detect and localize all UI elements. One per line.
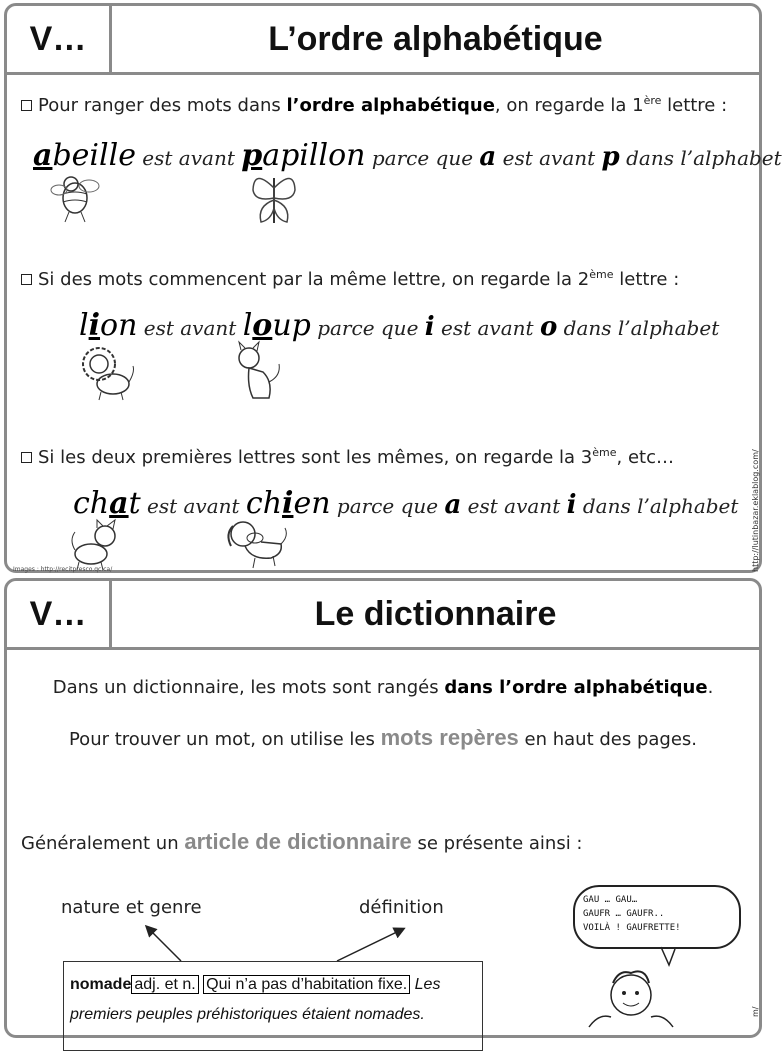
card-header	[7, 581, 759, 650]
card-header	[7, 6, 759, 75]
example-third-letter: chat est avant chien parce que a est avant i dans l’alphabet	[73, 486, 739, 521]
lion-illustration	[75, 342, 137, 402]
rule-second-letter: Si des mots commencent par la même lettre, on regarde la 2ème lettre :	[21, 268, 679, 290]
card-title: L’ordre alphabétique	[268, 20, 603, 58]
checkbox-bullet-icon	[21, 274, 32, 285]
example-first-letter: abeille est avant papillon parce que a est avant p dans l’alphabet	[33, 138, 782, 173]
label-definition: définition	[359, 897, 444, 918]
pointer-arrows	[127, 921, 427, 965]
card-code: V…	[7, 6, 112, 72]
cat-illustration	[69, 520, 121, 572]
image-credit: Images : http://recitpresco.qc.ca/	[13, 566, 113, 573]
word-abeille: abeille	[33, 138, 136, 173]
word-chat: chat	[73, 486, 141, 521]
checkbox-bullet-icon	[21, 452, 32, 463]
side-link[interactable]: m/	[751, 1006, 760, 1017]
word-papillon: papillon	[241, 138, 366, 173]
dog-illustration	[221, 516, 291, 572]
speech-bubble: GAU … GAU… GAUFR … GAUFR.. VOILÀ ! GAUFRETTE!	[573, 885, 741, 949]
child-illustration	[579, 947, 729, 1027]
checkbox-bullet-icon	[21, 100, 32, 111]
entry-definition: Qui n’a pas d’habitation fixe.	[203, 975, 410, 994]
bee-illustration	[49, 168, 101, 224]
word-chien: chien	[245, 486, 331, 521]
rule-first-letter: Pour ranger des mots dans l’ordre alphabétique, on regarde la 1ère lettre :	[21, 94, 727, 116]
word-lion: lion	[79, 308, 138, 343]
word-loup: loup	[242, 308, 311, 343]
entry-headword: nomade	[70, 976, 132, 993]
entry-example: Les premiers peuples préhistoriques étaient nomades.	[70, 976, 441, 1023]
side-link[interactable]: http://lutinbazar.eklablog.com/	[751, 449, 760, 572]
entry-nature: adj. et n.	[131, 975, 198, 994]
dictionary-card	[4, 578, 762, 1038]
article-sentence: Généralement un article de dictionnaire se présente ainsi :	[21, 829, 583, 854]
butterfly-illustration	[249, 168, 299, 228]
dictionary-entry-example	[63, 961, 483, 1051]
dictionary-order-sentence: Dans un dictionnaire, les mots sont rangés dans l’ordre alphabétique.	[52, 677, 714, 698]
wolf-illustration	[229, 342, 285, 404]
label-nature-genre: nature et genre	[61, 897, 202, 918]
guide-words-sentence: Pour trouver un mot, on utilise les mots repères en haut des pages.	[68, 725, 698, 750]
alphabetical-order-card	[4, 3, 782, 573]
card-code: V…	[7, 581, 112, 647]
card-title: Le dictionnaire	[314, 595, 557, 633]
example-second-letter: lion est avant loup parce que i est avant o dans l’alphabet	[79, 308, 720, 343]
rule-third-letter: Si les deux premières lettres sont les mêmes, on regarde la 3ème, etc…	[21, 446, 674, 468]
